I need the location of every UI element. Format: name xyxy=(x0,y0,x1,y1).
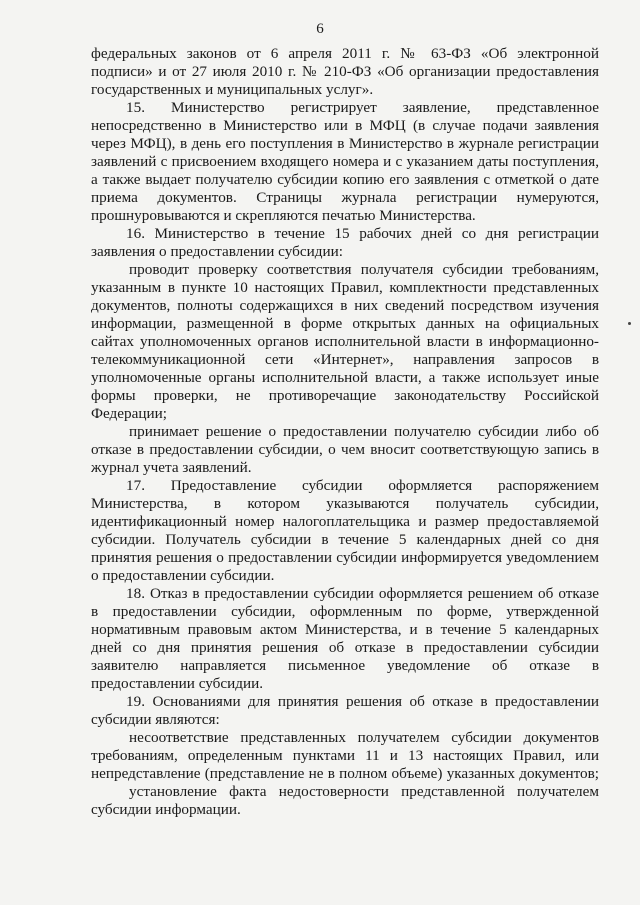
text-line: заявления о предоставлении субсидии: xyxy=(91,243,343,260)
text-line: непосредственно в Министерство или в МФЦ (в случае подачи заявления xyxy=(91,117,599,134)
text-line: Министерства, в котором указываются получатель субсидии, xyxy=(91,495,599,512)
text-line: нормативным правовым актом Министерства, и в течение 5 календарных xyxy=(91,621,599,638)
text-line: указанным в пункте 10 настоящих Правил, комплектности представленных xyxy=(91,279,599,296)
text-line: телекоммуникационной сети «Интернет», направления запросов в xyxy=(91,351,599,368)
text-line: подписи» и от 27 июля 2010 г. № 210-ФЗ «Об организации предоставления xyxy=(91,63,599,80)
text-line: документов, полноты содержащихся в них сведений посредством изучения xyxy=(91,297,599,314)
paragraph-16-start: 16. Министерство в течение 15 рабочих дней со дня регистрации xyxy=(126,225,599,242)
text-line: уполномоченные органы исполнительной власти, а также использует иные xyxy=(91,369,599,386)
text-line: формы проверки, не противоречащие законодательству Российской xyxy=(91,387,599,404)
text-line: сайтах уполномоченных органов исполнительной власти в информационно- xyxy=(91,333,599,350)
text-line: через МФЦ), в день его поступления в Министерство в журнале регистрации xyxy=(91,135,599,152)
text-line: отказе в предоставлении субсидии, о чем вносит соответствующую запись в xyxy=(91,441,599,458)
text-line: журнал учета заявлений. xyxy=(91,459,252,476)
margin-speck xyxy=(628,322,631,325)
text-line: а также выдает получателю субсидии копию его заявления с отметкой о дате xyxy=(91,171,599,188)
text-line: о предоставлении субсидии. xyxy=(91,567,275,584)
text-line: государственных и муниципальных услуг». xyxy=(91,81,374,98)
text-line: заявителю направляется письменное уведомление об отказе в xyxy=(91,657,599,674)
paragraph-19-start: 19. Основаниями для принятия решения об отказе в предоставлении xyxy=(126,693,599,710)
paragraph-17-start: 17. Предоставление субсидии оформляется распоряжением xyxy=(126,477,599,494)
paragraph-18-start: 18. Отказ в предоставлении субсидии оформляется решением об отказе xyxy=(126,585,599,602)
text-line: предоставлении субсидии. xyxy=(91,675,264,692)
text-line: приема документов. Страницы журнала регистрации нумеруются, xyxy=(91,189,599,206)
text-line: федеральных законов от 6 апреля 2011 г. № 63-ФЗ «Об электронной xyxy=(91,45,599,62)
text-line: установление факта недостоверности представленной получателем xyxy=(129,783,599,800)
text-line: непредставление (представление не в полном объеме) указанных документов; xyxy=(91,765,599,782)
text-line: идентификационный номер налогоплательщика и размер предоставляемой xyxy=(91,513,599,530)
text-line: принятия решения о предоставлении субсидии информируется уведомлением xyxy=(91,549,599,566)
paragraph-15-start: 15. Министерство регистрирует заявление, представленное xyxy=(126,99,599,116)
text-line: в предоставлении субсидии, оформленным по форме, утвержденной xyxy=(91,603,599,620)
text-line: требованиям, определенным пунктами 11 и 13 настоящих Правил, или xyxy=(91,747,599,764)
text-line: несоответствие представленных получателем субсидии документов xyxy=(129,729,599,746)
text-line: дней со дня принятия решения об отказе в предоставлении субсидии xyxy=(91,639,599,656)
text-line: информации, размещенной в форме открытых данных на официальных xyxy=(91,315,599,332)
text-line: субсидии. Получатель субсидии в течение 5 календарных дней со дня xyxy=(91,531,599,548)
text-line: субсидии являются: xyxy=(91,711,220,728)
text-line: заявлений с присвоением входящего номера и с указанием даты поступления, xyxy=(91,153,599,170)
document-body xyxy=(91,45,599,819)
text-line: принимает решение о предоставлении получателю субсидии либо об xyxy=(129,423,599,440)
text-line: прошнуровываются и скрепляются печатью Министерства. xyxy=(91,207,476,224)
page-number: 6 xyxy=(316,21,324,37)
text-line: проводит проверку соответствия получателя субсидии требованиям, xyxy=(129,261,599,278)
text-line: субсидии информации. xyxy=(91,801,241,818)
text-line: Федерации; xyxy=(91,405,167,422)
